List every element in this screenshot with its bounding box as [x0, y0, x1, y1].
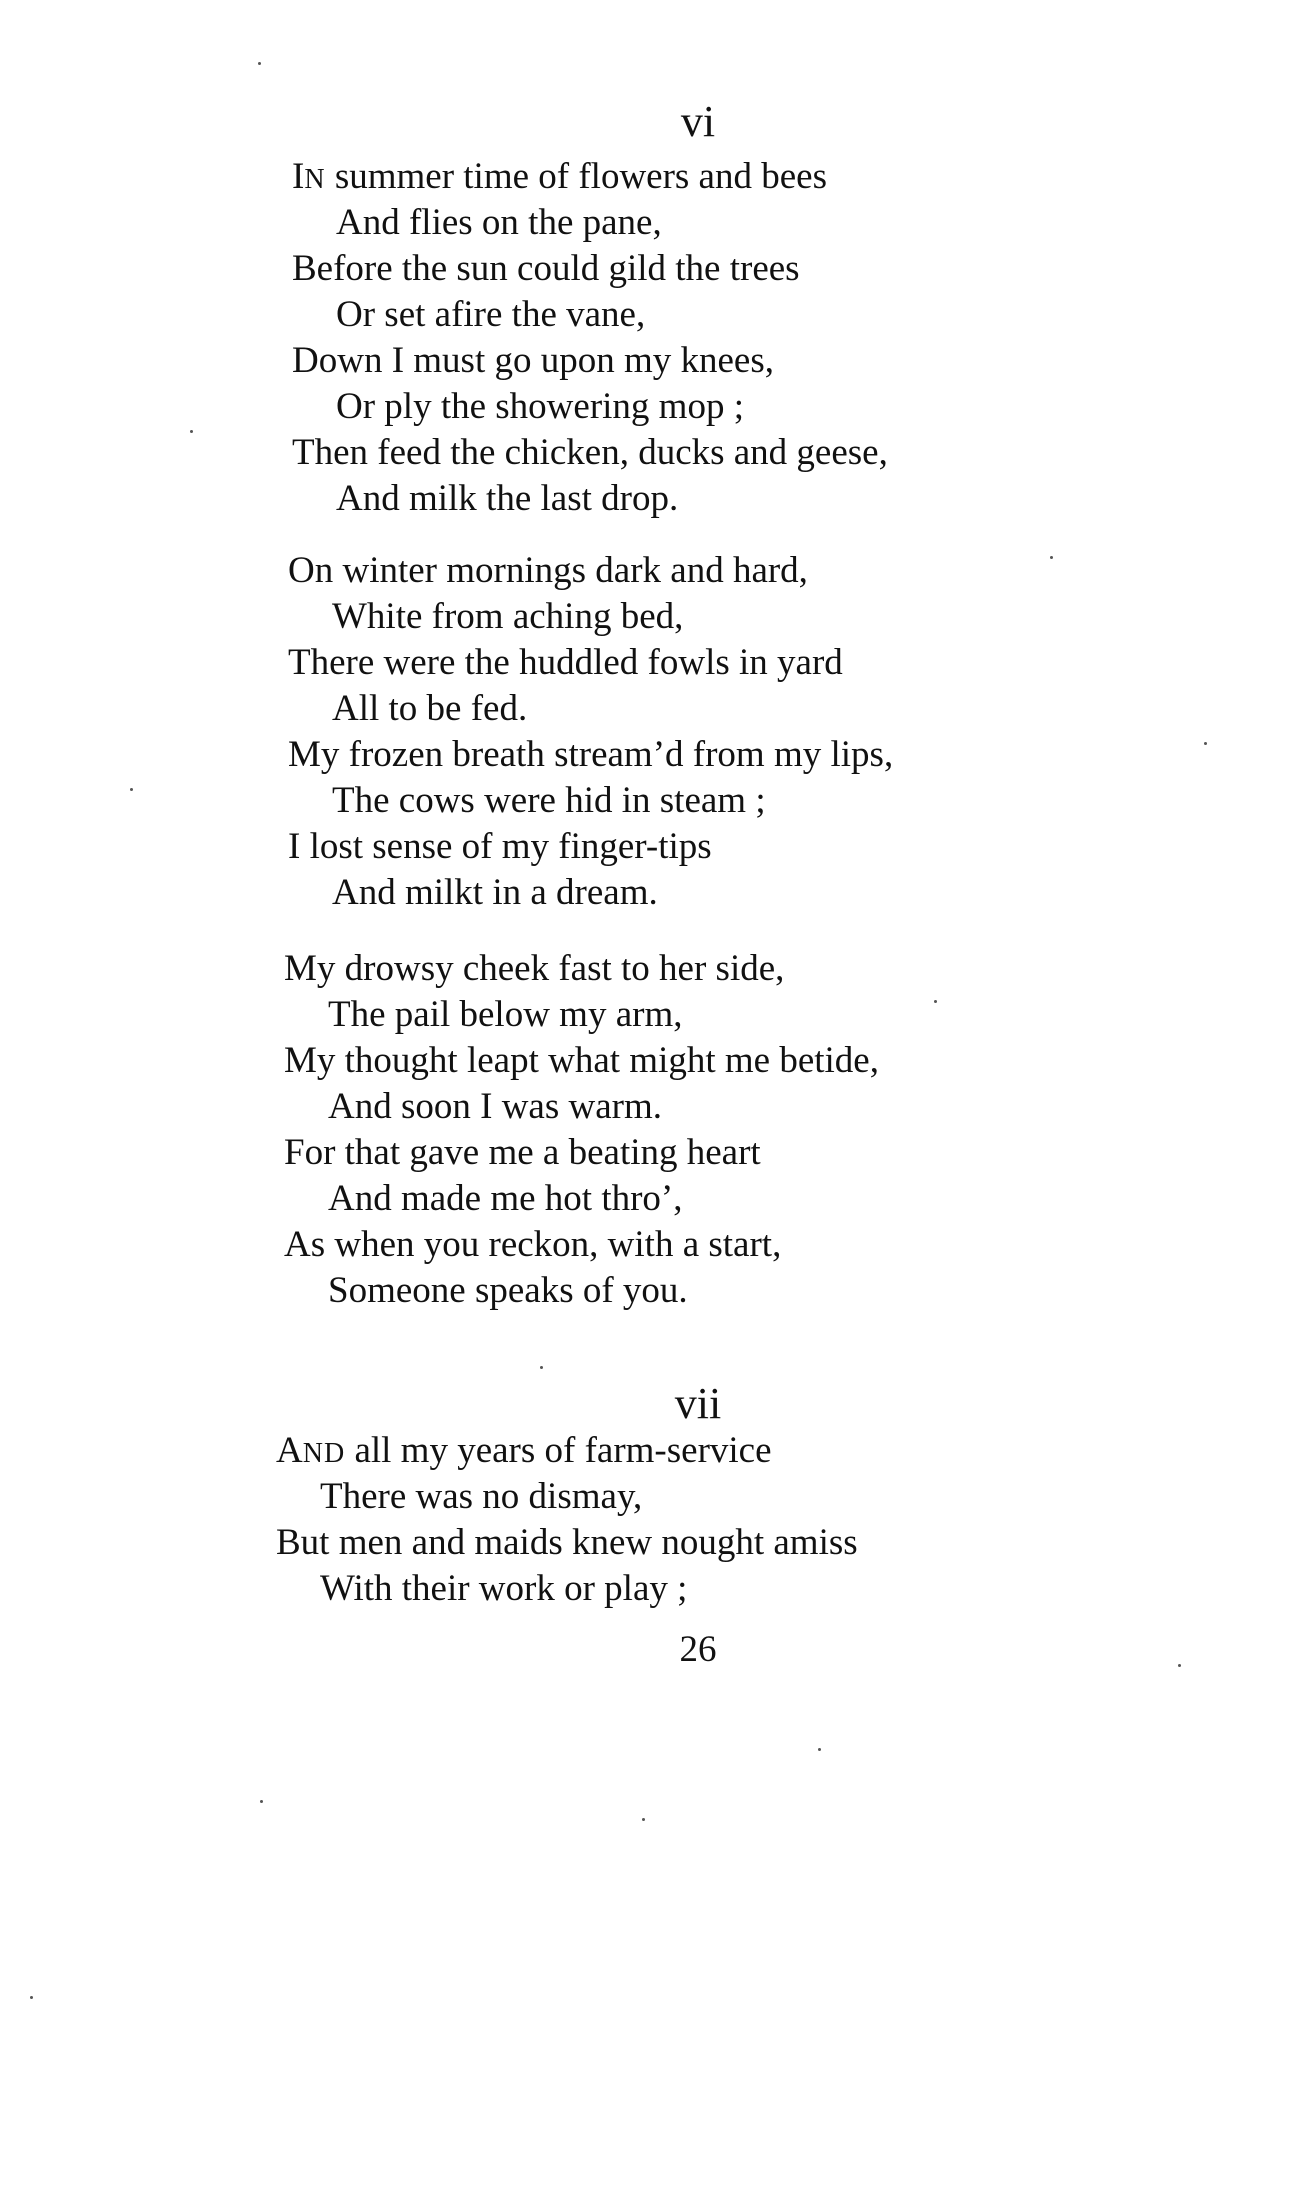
section-numeral-vi: vi: [680, 97, 716, 146]
line-rest: summer time of flowers and bees: [325, 156, 827, 197]
paper-speck: [190, 430, 193, 433]
poem-line: And made me hot thro’,: [328, 1178, 683, 1219]
poem-line: The pail below my arm,: [328, 994, 683, 1035]
stanza-vi-1: [292, 154, 888, 522]
poem-line: With their work or play ;: [320, 1568, 688, 1609]
poem-line: And flies on the pane,: [336, 202, 662, 243]
poem-line: On winter mornings dark and hard,: [288, 550, 808, 591]
poem-line: There were the huddled fowls in yard: [288, 642, 843, 683]
poem-line: Then feed the chicken, ducks and geese,: [292, 432, 888, 473]
paper-speck: [818, 1748, 821, 1751]
paper-speck: [1204, 742, 1207, 745]
poem-line: And milk the last drop.: [336, 478, 679, 519]
paper-speck: [642, 1818, 645, 1821]
page-number: 26: [679, 1629, 717, 1670]
paper-speck: [260, 1800, 263, 1803]
paper-speck: [934, 1000, 937, 1003]
paper-speck: [1178, 1664, 1181, 1667]
poem-line: Before the sun could gild the trees: [292, 248, 800, 289]
poem-line: Or set afire the vane,: [336, 294, 646, 335]
poem-line: My drowsy cheek fast to her side,: [284, 948, 785, 989]
poem-line: Or ply the showering mop ;: [336, 386, 744, 427]
stanza-vi-2: [288, 548, 893, 916]
poem-line: And soon I was warm.: [328, 1086, 662, 1127]
stanza-vi-3: [284, 946, 879, 1314]
poem-line: There was no dismay,: [320, 1476, 643, 1517]
section-numeral-vii: vii: [674, 1379, 722, 1428]
poem-line: I lost sense of my finger-tips: [288, 826, 712, 867]
drop-cap: I: [292, 156, 305, 197]
paper-speck: [258, 62, 261, 65]
poem-line: All to be fed.: [332, 688, 528, 729]
poem-line: My frozen breath stream’d from my lips,: [288, 734, 894, 775]
poem-line: [276, 1428, 858, 1474]
poem-line: Someone speaks of you.: [328, 1270, 688, 1311]
paper-speck: [30, 1996, 33, 1999]
line-rest: all my years of farm-service: [345, 1430, 772, 1471]
poem-line: Down I must go upon my knees,: [292, 340, 774, 381]
small-caps: N: [304, 164, 326, 195]
poem-line: As when you reckon, with a start,: [284, 1224, 782, 1265]
stanza-vii-1: [276, 1428, 858, 1612]
paper-speck: [1050, 556, 1053, 559]
poem-line: My thought leapt what might me betide,: [284, 1040, 879, 1081]
poem-line: For that gave me a beating heart: [284, 1132, 761, 1173]
small-caps: ND: [302, 1438, 346, 1469]
poem-line: [292, 154, 888, 200]
poem-line: But men and maids knew nought amiss: [276, 1522, 858, 1563]
poem-line: The cows were hid in steam ;: [332, 780, 766, 821]
paper-speck: [540, 1366, 543, 1369]
paper-speck: [130, 788, 133, 791]
poem-line: White from aching bed,: [332, 596, 684, 637]
drop-cap: A: [276, 1430, 303, 1471]
poem-line: And milkt in a dream.: [332, 872, 658, 913]
